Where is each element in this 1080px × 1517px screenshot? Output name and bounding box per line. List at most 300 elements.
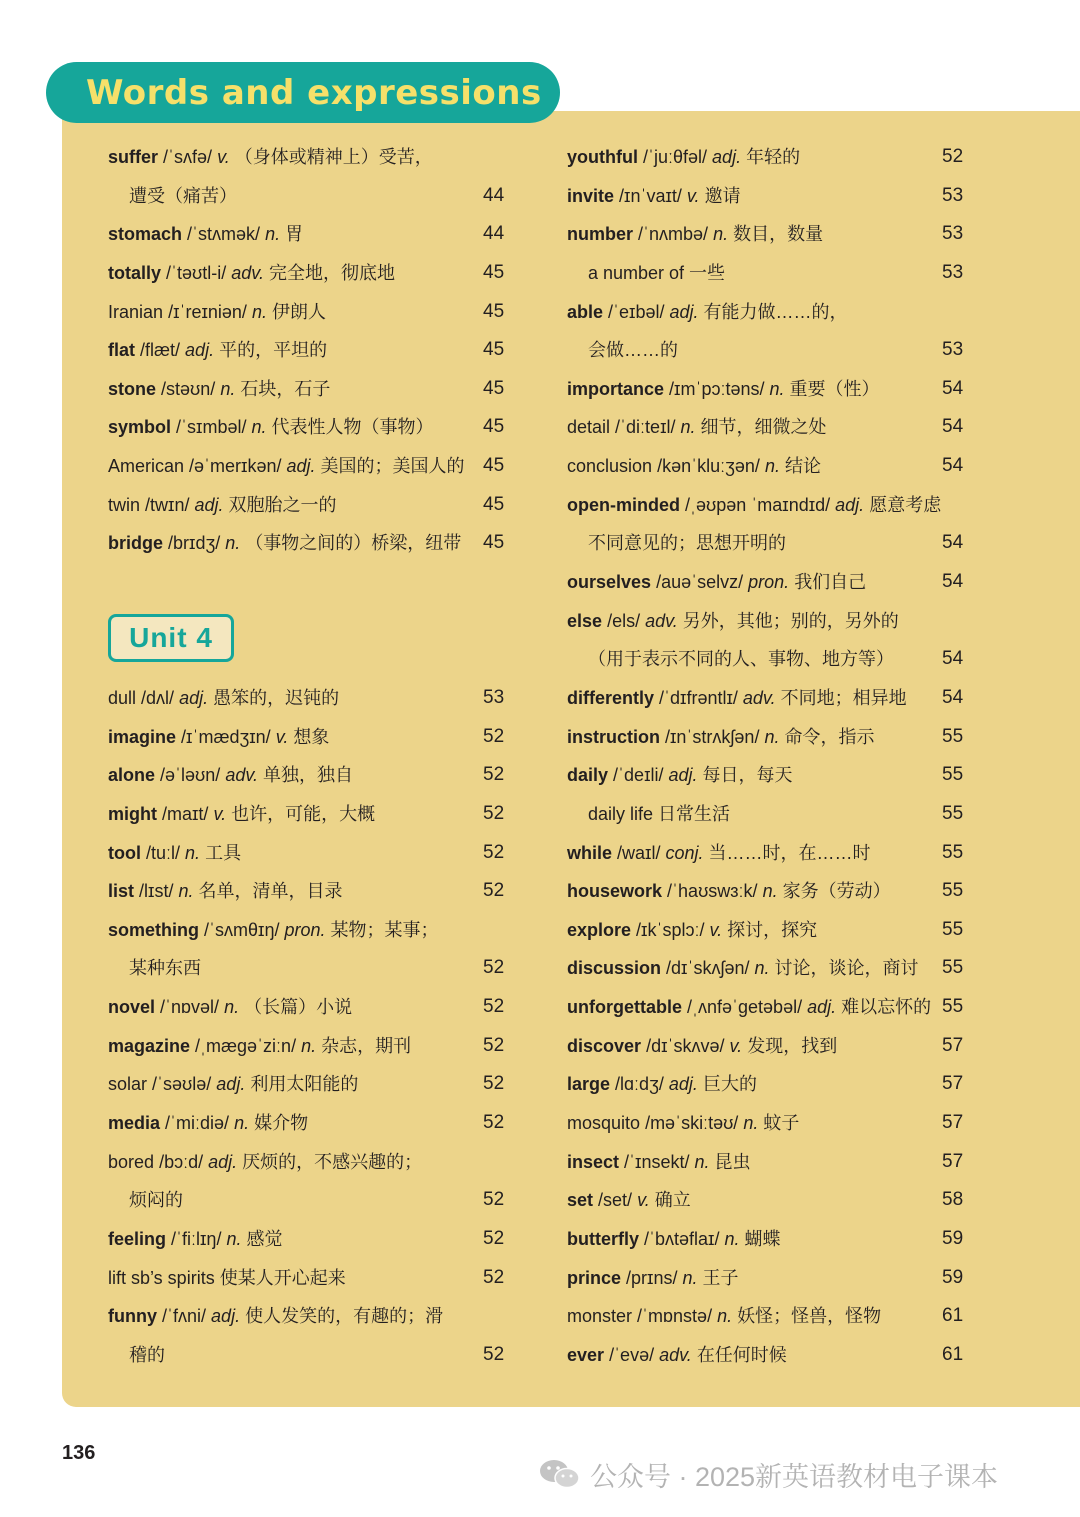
definition: 命令，指示 xyxy=(784,726,875,747)
vocab-entry xyxy=(567,1220,967,1259)
part-of-speech: adj. xyxy=(185,340,215,361)
vocab-entry xyxy=(567,1027,967,1066)
page-ref: 53 xyxy=(942,184,964,206)
phonetic: /ˈnʌmbə/ xyxy=(638,224,709,245)
entry-text xyxy=(108,1065,358,1104)
wechat-icon xyxy=(538,1458,582,1490)
headword: flat xyxy=(108,340,135,361)
page-ref: 55 xyxy=(942,802,964,824)
definition: 在任何时候 xyxy=(696,1344,787,1365)
entry-text xyxy=(108,834,241,873)
headword: mosquito xyxy=(567,1113,641,1134)
section-title-banner xyxy=(46,62,560,123)
part-of-speech: n. xyxy=(769,378,785,399)
vocab-entry xyxy=(567,1297,967,1336)
definition: 确立 xyxy=(654,1190,691,1211)
entry-text xyxy=(567,331,678,370)
entry-text xyxy=(108,293,326,332)
page-ref: 45 xyxy=(483,377,505,399)
page-ref: 45 xyxy=(483,493,505,515)
entry-text xyxy=(108,988,352,1027)
part-of-speech: n. xyxy=(762,881,778,902)
phonetic: /ˈɪnsekt/ xyxy=(624,1151,690,1172)
entry-text xyxy=(567,640,894,679)
part-of-speech: adj. xyxy=(835,494,865,515)
phonetic: /ˈsəʊlə/ xyxy=(152,1074,212,1095)
phonetic: /ɪmˈpɔːtəns/ xyxy=(669,378,765,399)
headword: Iranian xyxy=(108,301,164,322)
definition: daily life 日常生活 xyxy=(588,803,731,824)
headword: large xyxy=(567,1074,611,1095)
headword: list xyxy=(108,881,135,902)
headword: totally xyxy=(108,262,162,283)
vocab-entry xyxy=(567,1259,967,1298)
phonetic: /ˌəʊpən ˈmaɪndɪd/ xyxy=(685,494,831,515)
part-of-speech: n. xyxy=(682,1267,698,1288)
phonetic: /ˈhaʊswɜːk/ xyxy=(667,881,758,902)
page-ref: 54 xyxy=(942,532,964,554)
entry-continuation xyxy=(567,331,967,370)
phonetic: /ɪˈmædʒɪn/ xyxy=(181,726,271,747)
left-word-column xyxy=(108,138,508,1375)
phonetic: /ˈtəʊtl-i/ xyxy=(166,262,227,283)
headword: discover xyxy=(567,1035,642,1056)
part-of-speech: n. xyxy=(713,224,729,245)
headword: daily xyxy=(567,765,609,786)
part-of-speech: adj. xyxy=(286,456,316,477)
vocab-entry xyxy=(567,1181,967,1220)
part-of-speech: n. xyxy=(220,378,236,399)
headword: ever xyxy=(567,1344,605,1365)
entry-text xyxy=(108,1336,165,1375)
headword: novel xyxy=(108,997,156,1018)
definition: 烦闷的 xyxy=(129,1190,183,1211)
headword: conclusion xyxy=(567,456,653,477)
part-of-speech: n. xyxy=(178,881,194,902)
unit-heading-row xyxy=(108,602,508,679)
entry-text xyxy=(108,1220,283,1259)
entry-continuation xyxy=(567,254,967,293)
phonetic: /ˈfiːlɪŋ/ xyxy=(171,1228,222,1249)
phonetic: /ˈstʌmək/ xyxy=(187,224,261,245)
page-ref: 52 xyxy=(483,1343,505,1365)
entry-text xyxy=(567,1181,691,1220)
headword: prince xyxy=(567,1267,622,1288)
phonetic: /ˈsʌfə/ xyxy=(163,147,213,167)
phonetic: /ɪnˈstrʌkʃən/ xyxy=(665,726,760,747)
page-ref: 45 xyxy=(483,339,505,361)
entry-text xyxy=(567,1259,739,1298)
vocab-entry xyxy=(108,1220,508,1259)
entry-text xyxy=(108,718,329,757)
definition: 昆虫 xyxy=(714,1151,751,1172)
definition: 蚊子 xyxy=(763,1113,800,1134)
headword: something xyxy=(108,919,200,940)
headword: while xyxy=(567,842,613,863)
headword: housework xyxy=(567,881,663,902)
phonetic: /ˈnɒvəl/ xyxy=(160,997,220,1018)
entry-continuation xyxy=(567,640,967,679)
headword: monster xyxy=(567,1306,633,1327)
part-of-speech: n. xyxy=(301,1035,317,1056)
definition: 细节，细微之处 xyxy=(700,417,827,438)
phonetic: /brɪdʒ/ xyxy=(168,533,221,554)
vocab-entry xyxy=(567,988,967,1027)
headword: symbol xyxy=(108,417,172,438)
headword: invite xyxy=(567,185,615,206)
definition: 不同意见的；思想开明的 xyxy=(588,533,786,554)
section-title: Words and expressions xyxy=(86,72,542,113)
part-of-speech: adv. xyxy=(645,610,678,631)
headword: stone xyxy=(108,378,157,399)
headword: feeling xyxy=(108,1228,167,1249)
entry-text xyxy=(108,679,339,718)
blank-row xyxy=(108,563,508,602)
vocab-entry xyxy=(108,486,508,525)
headword: media xyxy=(108,1113,161,1134)
entry-continuation xyxy=(108,949,508,988)
page-ref: 52 xyxy=(942,146,964,167)
vocab-entry xyxy=(108,331,508,370)
vocab-entry xyxy=(567,138,967,177)
vocab-entry xyxy=(567,718,967,757)
vocab-entry xyxy=(108,1143,508,1182)
part-of-speech: n. xyxy=(185,842,201,863)
vocab-entry xyxy=(567,834,967,873)
page-ref: 52 xyxy=(483,1034,505,1056)
vocab-entry xyxy=(108,1027,508,1066)
vocab-entry xyxy=(567,486,967,525)
page-ref: 45 xyxy=(483,532,505,554)
headword: solar xyxy=(108,1074,148,1095)
headword: suffer xyxy=(108,147,159,167)
headword: explore xyxy=(567,919,632,940)
page-ref: 44 xyxy=(483,223,505,245)
definition: a number of 一些 xyxy=(588,262,726,283)
part-of-speech: pron. xyxy=(748,572,790,593)
phonetic: /ɪkˈsplɔː/ xyxy=(636,919,705,940)
definition: 家务（劳动） xyxy=(782,881,891,902)
definition: 不同地；相异地 xyxy=(780,687,907,708)
definition: 探讨，探究 xyxy=(727,919,818,940)
vocab-entry xyxy=(108,872,508,911)
phonetic: /tuːl/ xyxy=(146,842,181,863)
part-of-speech: n. xyxy=(694,1151,710,1172)
headword: differently xyxy=(567,687,655,708)
headword: stomach xyxy=(108,224,183,245)
page-ref: 53 xyxy=(483,686,505,708)
page-ref: 45 xyxy=(483,300,505,322)
definition: 平的，平坦的 xyxy=(219,340,328,361)
definition: 媒介物 xyxy=(254,1113,309,1134)
phonetic: /ˈsɪmbəl/ xyxy=(176,417,247,438)
page-ref: 54 xyxy=(942,377,964,399)
part-of-speech: adj. xyxy=(179,687,209,708)
right-word-column xyxy=(567,138,967,1375)
definition: 名单，清单，目录 xyxy=(198,881,343,902)
definition: 遭受（痛苦） xyxy=(129,185,237,206)
definition: 石块，石子 xyxy=(240,378,331,399)
entry-text xyxy=(567,486,941,525)
entry-text xyxy=(567,447,821,486)
entry-text xyxy=(567,756,793,795)
phonetic: /ˈmiːdiə/ xyxy=(165,1113,230,1134)
vocab-entry xyxy=(567,872,967,911)
entry-continuation xyxy=(567,524,967,563)
entry-text xyxy=(567,1336,787,1375)
headword: alone xyxy=(108,765,156,786)
entry-text xyxy=(108,949,201,988)
phonetic: /lɑːdʒ/ xyxy=(615,1074,664,1095)
definition: （长篇）小说 xyxy=(244,997,353,1018)
entry-text xyxy=(108,177,237,216)
part-of-speech: n. xyxy=(224,997,240,1018)
page-ref: 55 xyxy=(942,725,964,747)
phonetic: /dɪˈskʌvə/ xyxy=(646,1035,725,1056)
vocab-entry xyxy=(567,215,967,254)
definition: 也许，可能，大概 xyxy=(231,803,376,824)
entry-text xyxy=(108,756,353,795)
part-of-speech: v. xyxy=(637,1190,650,1211)
phonetic: /əˈləʊn/ xyxy=(160,765,221,786)
definition: 难以忘怀的 xyxy=(841,997,932,1018)
definition: 想象 xyxy=(293,726,330,747)
definition: 利用太阳能的 xyxy=(250,1074,359,1095)
definition: 愿意考虑 xyxy=(869,494,942,515)
definition: 数目，数量 xyxy=(733,224,824,245)
headword: detail xyxy=(567,417,611,438)
entry-text xyxy=(567,563,866,602)
vocab-entry xyxy=(108,1259,508,1298)
part-of-speech: n. xyxy=(251,301,267,322)
part-of-speech: adj. xyxy=(211,1306,241,1327)
entry-text xyxy=(567,718,875,757)
vocab-entry xyxy=(108,988,508,1027)
definition: 工具 xyxy=(205,842,242,863)
page-ref: 53 xyxy=(942,261,964,283)
phonetic: /əˈmerɪkən/ xyxy=(189,456,282,477)
phonetic: /prɪns/ xyxy=(626,1267,678,1288)
page-ref: 45 xyxy=(483,455,505,477)
page-ref: 57 xyxy=(942,1150,964,1172)
entry-text xyxy=(567,138,800,177)
phonetic: /ˈdeɪli/ xyxy=(613,765,664,786)
part-of-speech: n. xyxy=(724,1228,740,1249)
watermark-text: 公众号 · 2025新英语教材电子课本 xyxy=(590,1461,999,1492)
headword: dull xyxy=(108,687,137,708)
headword: lift sb’s spirits xyxy=(108,1267,215,1288)
part-of-speech: n. xyxy=(717,1306,733,1327)
vocab-entry xyxy=(108,679,508,718)
part-of-speech: v. xyxy=(213,803,227,824)
definition: 蝴蝶 xyxy=(744,1228,781,1249)
entry-text xyxy=(567,254,725,293)
entry-text xyxy=(108,1297,443,1336)
unit-title: Unit 4 xyxy=(129,621,213,653)
vocab-entry xyxy=(108,138,508,177)
entry-text xyxy=(567,177,741,216)
phonetic: /ˈjuːθfəl/ xyxy=(643,147,708,167)
headword: discussion xyxy=(567,958,662,979)
part-of-speech: v. xyxy=(686,185,700,206)
vocab-entry xyxy=(567,293,967,332)
vocab-entry xyxy=(108,215,508,254)
entry-text xyxy=(108,408,434,447)
phonetic: /ˈevə/ xyxy=(609,1344,655,1365)
entry-text xyxy=(567,1027,837,1066)
vocab-entry xyxy=(567,563,967,602)
vocab-entry xyxy=(108,524,508,563)
vocab-entry xyxy=(567,1104,967,1143)
part-of-speech: n. xyxy=(754,958,770,979)
part-of-speech: v. xyxy=(275,726,289,747)
definition: 单独，独自 xyxy=(263,765,354,786)
phonetic: /ɪˈreɪniən/ xyxy=(168,301,247,322)
definition: 重要（性） xyxy=(789,378,880,399)
phonetic: /dɪˈskʌʃən/ xyxy=(666,958,750,979)
page-ref: 55 xyxy=(942,880,964,902)
part-of-speech: adv. xyxy=(659,1344,692,1365)
headword: number xyxy=(567,224,634,245)
entry-text xyxy=(567,524,786,563)
page-ref: 59 xyxy=(942,1266,964,1288)
entry-text xyxy=(108,795,375,834)
part-of-speech: v. xyxy=(729,1035,743,1056)
definition: 使人发笑的，有趣的；滑 xyxy=(245,1306,444,1327)
definition: 代表性人物（事物） xyxy=(271,417,434,438)
entry-text xyxy=(108,254,395,293)
definition: 稽的 xyxy=(129,1344,165,1365)
phonetic: /twɪn/ xyxy=(145,494,190,515)
headword: bored xyxy=(108,1151,155,1172)
vocab-entry xyxy=(108,1104,508,1143)
definition: 会做……的 xyxy=(588,340,678,361)
definition: 邀请 xyxy=(704,185,741,206)
part-of-speech: n. xyxy=(680,417,696,438)
entry-text xyxy=(108,524,461,563)
part-of-speech: conj. xyxy=(665,842,704,863)
definition: 另外，其他；别的，另外的 xyxy=(682,610,899,631)
definition: 双胞胎之一的 xyxy=(228,494,337,515)
page-ref: 52 xyxy=(483,957,505,979)
vocab-entry xyxy=(108,408,508,447)
part-of-speech: n. xyxy=(743,1113,759,1134)
definition: 妖怪；怪兽，怪物 xyxy=(737,1306,882,1327)
phonetic: /ˌʌnfəˈɡetəbəl/ xyxy=(687,997,803,1018)
vocab-entry xyxy=(567,756,967,795)
headword: tool xyxy=(108,842,141,863)
headword: bridge xyxy=(108,533,164,554)
definition: 美国的；美国人的 xyxy=(320,456,465,477)
vocab-entry xyxy=(567,370,967,409)
page-ref: 54 xyxy=(942,571,964,593)
vocab-entry xyxy=(567,1065,967,1104)
phonetic: /ˌmæɡəˈziːn/ xyxy=(195,1035,297,1056)
part-of-speech: n. xyxy=(764,726,780,747)
phonetic: /set/ xyxy=(598,1190,633,1211)
phonetic: /waɪl/ xyxy=(617,842,661,863)
entry-text xyxy=(567,293,848,332)
page-ref: 52 xyxy=(483,802,505,824)
page-number: 136 xyxy=(62,1442,96,1464)
vocab-entry xyxy=(567,602,967,641)
unit-heading xyxy=(108,614,234,662)
vocab-entry xyxy=(108,1065,508,1104)
definition: 伊朗人 xyxy=(271,301,326,322)
definition: 当……时，在……时 xyxy=(708,842,871,863)
page-ref: 54 xyxy=(942,686,964,708)
phonetic: /maɪt/ xyxy=(162,803,209,824)
phonetic: /auəˈselvz/ xyxy=(656,572,744,593)
vocab-entry xyxy=(108,1297,508,1336)
phonetic: /bɔːd/ xyxy=(159,1151,204,1172)
watermark xyxy=(538,1456,998,1492)
phonetic: /ˈsʌmθɪŋ/ xyxy=(204,919,280,940)
definition: 每日，每天 xyxy=(702,765,793,786)
headword: youthful xyxy=(567,147,638,167)
definition: 胃 xyxy=(285,224,304,245)
entry-text xyxy=(108,331,327,370)
entry-text xyxy=(108,1143,422,1182)
headword: open-minded xyxy=(567,494,680,515)
definition: 年轻的 xyxy=(746,147,801,167)
entry-text xyxy=(108,138,433,177)
page-ref: 61 xyxy=(942,1343,964,1365)
phonetic: /stəʊn/ xyxy=(161,378,216,399)
part-of-speech: adj. xyxy=(668,1074,698,1095)
page-ref: 55 xyxy=(942,957,964,979)
definition: （事物之间的）桥梁，纽带 xyxy=(245,533,462,554)
definition: 王子 xyxy=(702,1267,739,1288)
definition: 某物；某事； xyxy=(330,919,439,940)
page-ref: 54 xyxy=(942,648,964,670)
definition: 感觉 xyxy=(246,1228,283,1249)
definition: （身体或精神上）受苦， xyxy=(234,147,433,167)
entry-text xyxy=(108,911,439,950)
vocab-entry xyxy=(567,1143,967,1182)
page-ref: 52 xyxy=(483,764,505,786)
headword: American xyxy=(108,456,185,477)
headword: insect xyxy=(567,1151,620,1172)
phonetic: /ˈfʌni/ xyxy=(162,1306,207,1327)
page-ref: 61 xyxy=(942,1305,964,1327)
phonetic: /ˈdiːteɪl/ xyxy=(615,417,676,438)
definition: 杂志，期刊 xyxy=(321,1035,412,1056)
entry-continuation xyxy=(108,1181,508,1220)
page-ref: 53 xyxy=(942,223,964,245)
part-of-speech: n. xyxy=(225,533,241,554)
entry-text xyxy=(108,1027,411,1066)
page-ref: 52 xyxy=(483,1073,505,1095)
part-of-speech: pron. xyxy=(284,919,326,940)
vocab-entry xyxy=(108,911,508,950)
phonetic: /ˈmɒnstə/ xyxy=(637,1306,713,1327)
entry-text xyxy=(567,679,907,718)
entry-text xyxy=(567,408,827,447)
vocab-entry xyxy=(567,679,967,718)
vocab-entry xyxy=(108,447,508,486)
entry-text xyxy=(567,1065,757,1104)
vocab-entry xyxy=(567,177,967,216)
part-of-speech: n. xyxy=(265,224,281,245)
page-ref: 57 xyxy=(942,1112,964,1134)
page-ref: 53 xyxy=(942,339,964,361)
page-ref: 52 xyxy=(483,880,505,902)
vocab-entry xyxy=(567,911,967,950)
vocab-entry xyxy=(108,756,508,795)
definition: 完全地，彻底地 xyxy=(268,262,395,283)
page-ref: 58 xyxy=(942,1189,964,1211)
